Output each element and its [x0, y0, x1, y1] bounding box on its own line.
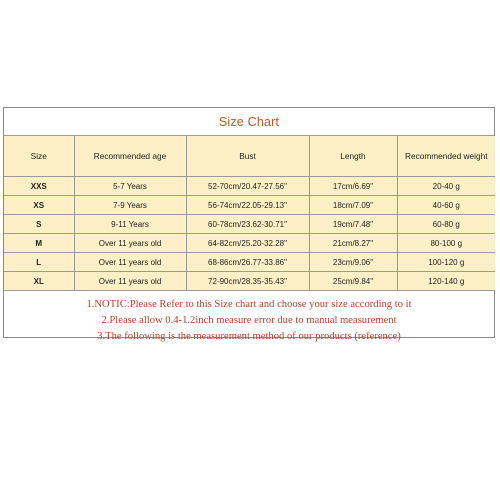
- cell-size: L: [4, 253, 74, 272]
- cell-age: Over 11 years old: [74, 253, 186, 272]
- table-row: [4, 177, 495, 196]
- header-recommended-weight: Recommended weight: [397, 136, 495, 177]
- cell-bust: 68-86cm/26.77-33.86": [186, 253, 309, 272]
- size-chart-title: Size Chart: [4, 108, 494, 136]
- table-row: [4, 196, 495, 215]
- cell-length: 23cm/9.06": [309, 253, 397, 272]
- table-row: [4, 253, 495, 272]
- size-chart: [3, 107, 495, 342]
- cell-weight: 80-100 g: [397, 234, 495, 253]
- cell-weight: 40-60 g: [397, 196, 495, 215]
- cell-age: 9-11 Years: [74, 215, 186, 234]
- cell-size: M: [4, 234, 74, 253]
- header-recommended-age: Recommended age: [74, 136, 186, 177]
- size-notes: [4, 291, 494, 345]
- note-line: 3.The following is the measurement method of our products (reference): [97, 331, 401, 342]
- size-table: [4, 136, 495, 291]
- cell-bust: 56-74cm/22.05-29.13": [186, 196, 309, 215]
- cell-bust: 52-70cm/20.47-27.56": [186, 177, 309, 196]
- cell-weight: 120-140 g: [397, 272, 495, 291]
- cell-age: Over 11 years old: [74, 272, 186, 291]
- cell-size: S: [4, 215, 74, 234]
- cell-bust: 72-90cm/28.35-35.43": [186, 272, 309, 291]
- cell-length: 18cm/7.09": [309, 196, 397, 215]
- header-bust: Bust: [186, 136, 309, 177]
- cell-weight: 60-80 g: [397, 215, 495, 234]
- cell-age: 5-7 Years: [74, 177, 186, 196]
- header-length: Length: [309, 136, 397, 177]
- table-row: [4, 272, 495, 291]
- header-size: Size: [4, 136, 74, 177]
- cell-length: 25cm/9.84": [309, 272, 397, 291]
- cell-age: Over 11 years old: [74, 234, 186, 253]
- note-line: 1.NOTIC:Please Refer to this Size chart and choose your size according to it: [86, 299, 412, 310]
- table-row: [4, 234, 495, 253]
- cell-length: 19cm/7.48": [309, 215, 397, 234]
- cell-bust: 64-82cm/25.20-32.28": [186, 234, 309, 253]
- cell-weight: 20-40 g: [397, 177, 495, 196]
- cell-bust: 60-78cm/23.62-30.71": [186, 215, 309, 234]
- cell-length: 21cm/8.27": [309, 234, 397, 253]
- note-line: 2.Please allow 0.4-1.2inch measure error due to manual measurement: [101, 315, 397, 326]
- table-header-row: [4, 136, 495, 177]
- table-row: [4, 215, 495, 234]
- cell-size: XL: [4, 272, 74, 291]
- cell-weight: 100-120 g: [397, 253, 495, 272]
- cell-size: XXS: [4, 177, 74, 196]
- cell-size: XS: [4, 196, 74, 215]
- cell-length: 17cm/6.69": [309, 177, 397, 196]
- cell-age: 7-9 Years: [74, 196, 186, 215]
